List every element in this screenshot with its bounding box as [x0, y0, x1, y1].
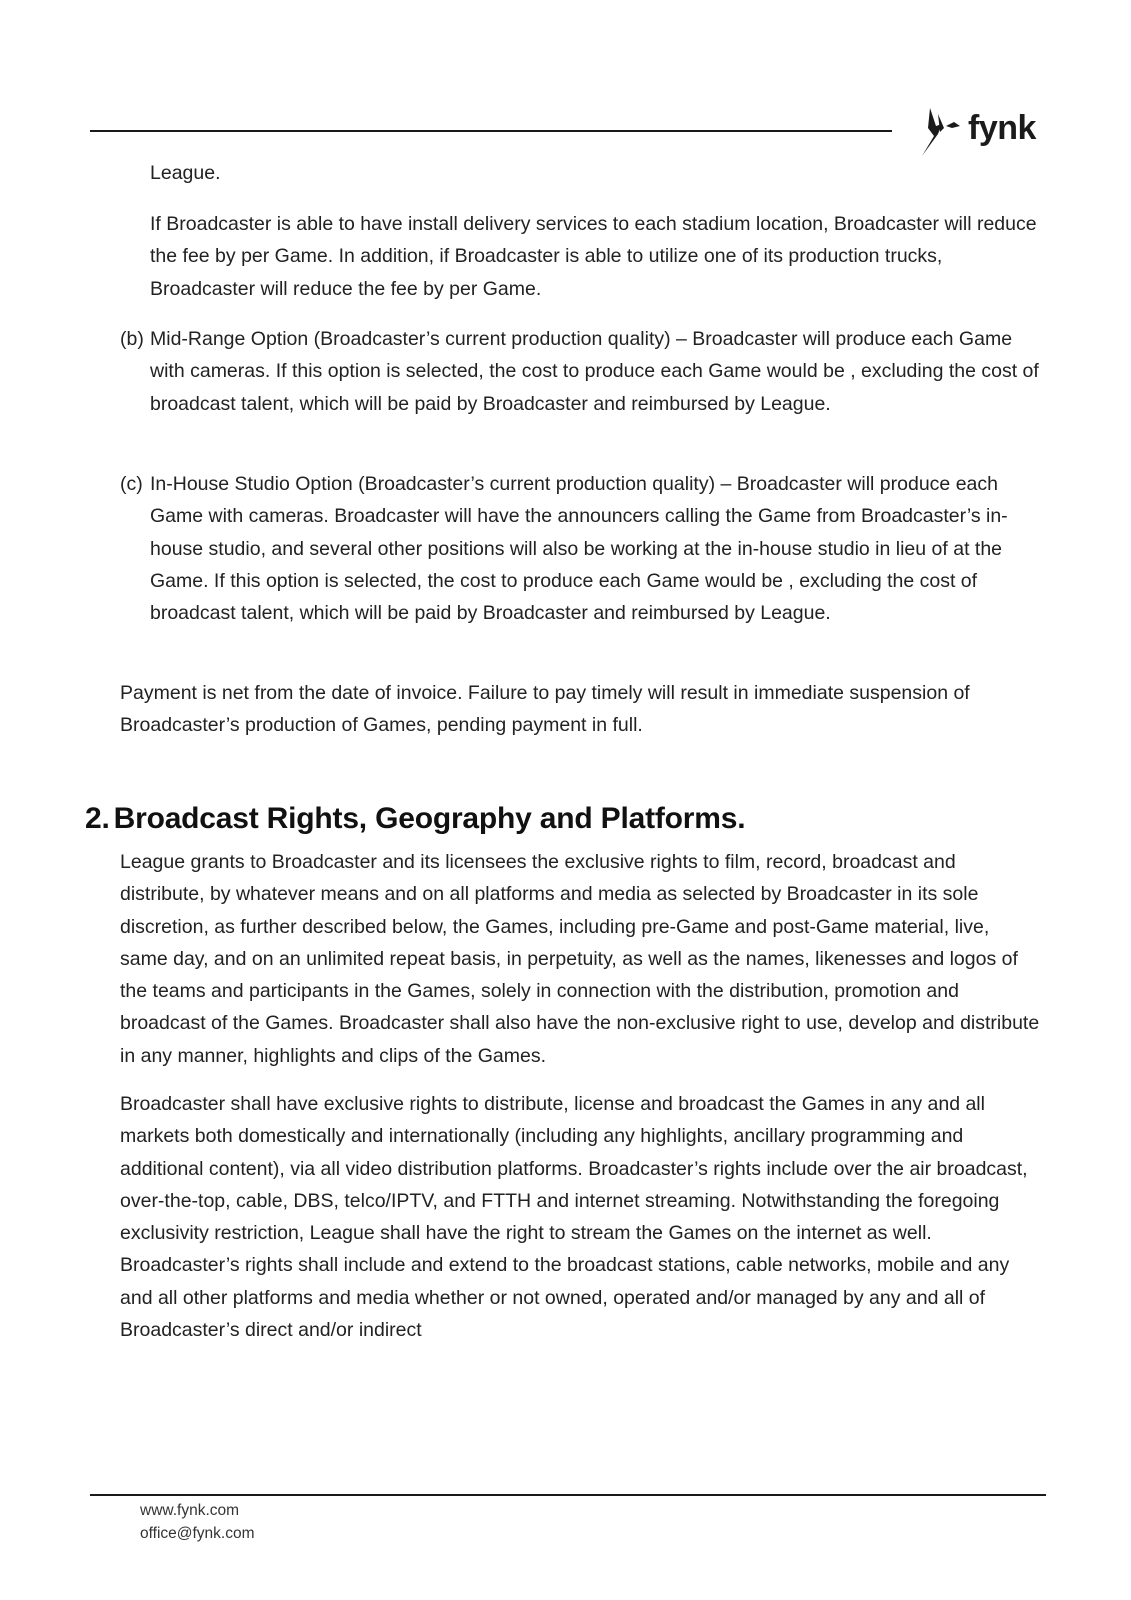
rights-paragraph-2: Broadcaster shall have exclusive rights to distribute, license and broadcast the Games in any and all markets both domestically and internationally (including any highlights, ancillary programming and additional content), via all video distribution platforms. Broadcaster’s rights include over the air broadcast, over-the-top, cable, DBS, telco/IPTV, and FTTH and internet streaming. Notwithstanding the foregoing exclusivity restriction, League shall have the right to stream the Games on the internet as well. Broadcaster’s rights shall include and extend to the broadcast stations, cable networks, mobile and any and all other platforms and media whether or not owned, operated and/or managed by any and all of Broadcaster’s direct and/or indirect [120, 1093, 1028, 1342]
payment-paragraph: Payment is net from the date of invoice. Failure to pay timely will result in immediate suspension of Broadcaster’s production of Games, pending payment in full. [120, 682, 970, 737]
footer-email: office@fynk.com [140, 1525, 255, 1542]
option-b [120, 323, 1050, 420]
footer-website: www.fynk.com [140, 1502, 240, 1519]
option-c-text: In-House Studio Option (Broadcaster’s current production quality) – Broadcaster will produce each Game with cameras. Broadcaster will have the announcers calling the Game from Broadcaster’s in-house studio, and several other positions will also be working at the in-house studio in lieu of at the Game. If this option is selected, the cost to produce each Game would be , excluding the cost of broadcast talent, which will be paid by Broadcaster and reimbursed by League. [150, 473, 1008, 625]
logo-wordmark: fynk [968, 108, 1036, 147]
league-tail-text: League. [150, 162, 221, 184]
option-c-marker: (c) [120, 473, 143, 495]
footer-divider [90, 1494, 1046, 1496]
option-c [120, 468, 1050, 629]
section-number: 2. [85, 802, 110, 835]
rights-paragraph-1: League grants to Broadcaster and its licensees the exclusive rights to film, record, broadcast and distribute, by whatever means and on all platforms and media as selected by Broadcaster in its sole discretion, as further described below, the Games, including pre-Game and post-Game material, live, same day, and on an unlimited repeat basis, in perpetuity, as well as the names, likenesses and logos of the teams and participants in the Games, solely in connection with the distribution, promotion and broadcast of the Games. Broadcaster shall also have the non-exclusive right to use, develop and distribute in any manner, highlights and clips of the Games. [120, 851, 1040, 1067]
fynk-bird-icon [920, 106, 962, 158]
option-b-text: Mid-Range Option (Broadcaster’s current production quality) – Broadcaster will produce each Game with cameras. If this option is selected, the cost to produce each Game would be , excluding the cost of broadcast talent, which will be paid by Broadcaster and reimbursed by League. [150, 328, 1039, 415]
option-b-marker: (b) [120, 328, 144, 350]
section-heading [85, 802, 745, 836]
install-delivery-paragraph: If Broadcaster is able to have install delivery services to each stadium location, Broadcaster will reduce the fee by per Game. In addition, if Broadcaster is able to utilize one of its production trucks, Broadcaster will reduce the fee by per Game. [150, 213, 1037, 300]
header-divider [90, 130, 892, 132]
section-title: Broadcast Rights, Geography and Platforms. [113, 802, 746, 835]
fynk-logo [920, 104, 1036, 160]
